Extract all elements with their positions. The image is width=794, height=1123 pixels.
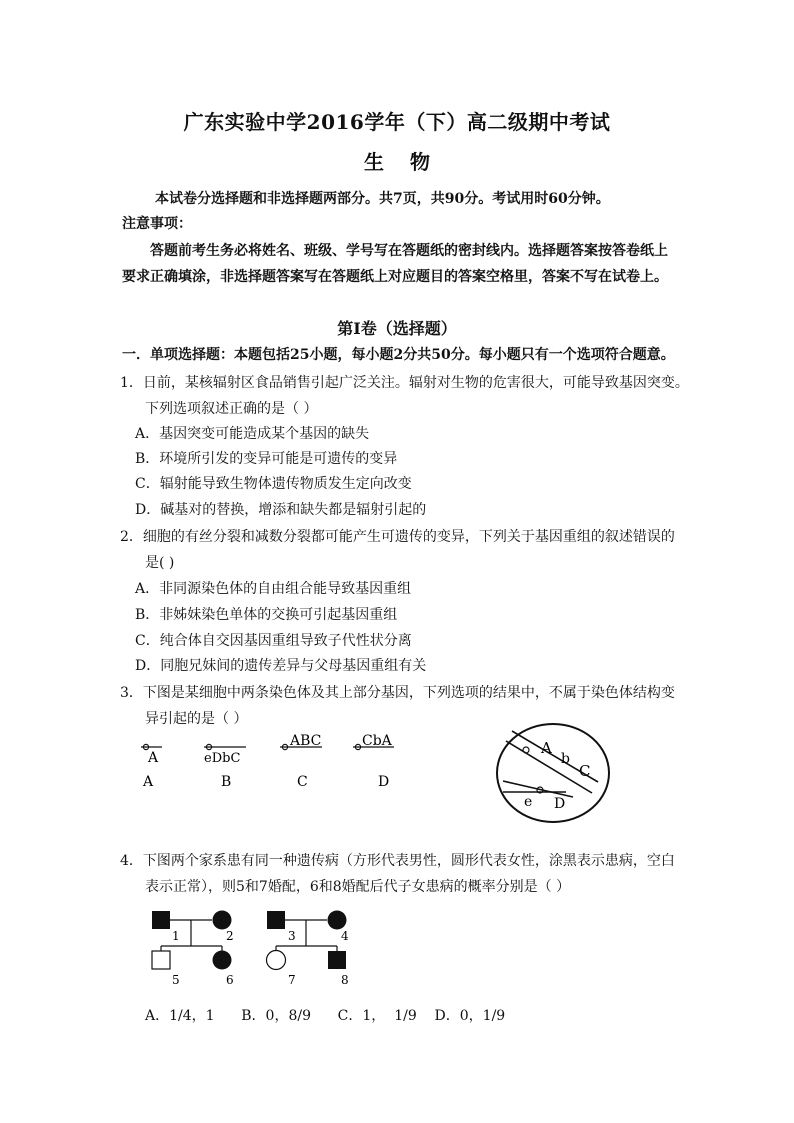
option-d-genes: CbA: [362, 733, 392, 749]
option-d-chromosome: [353, 733, 394, 790]
q2-option-d: D．同胞兄妹间的遗传差异与父母基因重组有关: [135, 658, 427, 674]
q3-chromosome-figure: [0, 720, 794, 830]
section-title: 第I卷（选择题）: [337, 319, 457, 338]
q1-option-d: D．碱基对的替换，增添和缺失都是辐射引起的: [135, 502, 427, 518]
q1-option-c: C．辐射能导致生物体遗传物质发生定向改变: [135, 476, 412, 492]
q2-stem-line-1: 2．细胞的有丝分裂和减数分裂都可能产生可遗传的变异，下列关于基因重组的叙述错误的: [120, 529, 675, 545]
section-instruction: 一．单项选择题：本题包括25小题，每小题2分共50分。每小题只有一个选项符合题意。: [122, 347, 675, 363]
notice-heading: 注意事项：: [122, 216, 192, 232]
exam-title: 广东实验中学2016学年（下）高二级期中考试: [183, 110, 611, 134]
option-a-chromosome: [141, 744, 162, 790]
individual-8-affected-male: [328, 951, 346, 969]
svg-text:2: 2: [226, 929, 234, 943]
q4-pedigree-figure: [0, 900, 794, 992]
option-b-genes: eDbC: [204, 751, 241, 766]
option-c-genes: ABC: [290, 733, 322, 749]
svg-text:7: 7: [288, 973, 296, 987]
exam-summary: 本试卷分选择题和非选择题两部分。共7页，共90分。考试用时60分钟。: [155, 191, 610, 207]
svg-text:3: 3: [288, 929, 296, 943]
q1-option-a: A．基因突变可能造成某个基因的缺失: [135, 426, 370, 442]
cell-gene-a: A: [541, 739, 552, 757]
family-2-pedigree: [267, 911, 350, 988]
notice-line-2: 要求正确填涂，非选择题答案写在答题纸上对应题目的答案空格里，答案不写在试卷上。: [122, 269, 668, 285]
svg-text:6: 6: [226, 973, 234, 987]
individual-1-affected-male: [152, 911, 170, 929]
q3-stem-line-2: 异引起的是（ ）: [145, 711, 248, 727]
cell-gene-d: D: [554, 796, 566, 812]
subject-title: 生物: [364, 150, 456, 174]
q2-stem-line-2: 是( ): [145, 555, 175, 571]
individual-2-affected-female: [213, 911, 232, 930]
q1-stem-line-2: 下列选项叙述正确的是（ ）: [145, 401, 318, 417]
svg-text:5: 5: [172, 973, 180, 987]
family-1-pedigree: [152, 911, 234, 988]
individual-5-normal-male: [152, 951, 170, 969]
q4-answer-options: A．1/4，1 B．0，8/9 C．1， 1/9 D．0，1/9: [145, 1008, 506, 1024]
svg-text:8: 8: [341, 973, 349, 987]
notice-line-1: 答题前考生务必将姓名、班级、学号写在答题纸的密封线内。选择题答案按答卷纸上: [150, 243, 668, 259]
option-c-chromosome: [280, 733, 322, 790]
q2-option-a: A．非同源染色体的自由组合能导致基因重组: [135, 581, 412, 597]
svg-text:4: 4: [341, 929, 349, 943]
svg-text:1: 1: [172, 929, 180, 943]
q3-stem-line-1: 3．下图是某细胞中两条染色体及其上部分基因，下列选项的结果中，不属于染色体结构变: [120, 685, 675, 701]
option-d-label: D: [378, 774, 390, 790]
cell-diagram: [497, 724, 609, 822]
q2-option-b: B．非姊妹染色单体的交换可引起基因重组: [135, 607, 398, 623]
cell-gene-b: b: [561, 751, 570, 767]
q2-option-c: C．纯合体自交因基因重组导致子代性状分离: [135, 633, 412, 649]
option-a-label: A: [143, 774, 154, 790]
individual-4-affected-female: [328, 911, 347, 930]
individual-6-affected-female: [213, 951, 232, 970]
option-b-label: B: [221, 774, 232, 790]
q1-option-b: B．环境所引发的变异可能是可遗传的变异: [135, 451, 398, 467]
q4-stem-line-2: 表示正常），则5和7婚配，6和8婚配后代子女患病的概率分别是（ ）: [145, 879, 571, 895]
cell-gene-c: C: [579, 762, 591, 780]
individual-3-affected-male: [267, 911, 285, 929]
q1-stem-line-1: 1．日前，某核辐射区食品销售引起广泛关注。辐射对生物的危害很大，可能导致基因突变。: [120, 375, 689, 391]
option-c-label: C: [297, 774, 308, 790]
q4-stem-line-1: 4．下图两个家系患有同一种遗传病（方形代表男性，圆形代表女性，涂黑表示患病，空白: [120, 853, 675, 869]
option-b-chromosome: [204, 744, 246, 790]
cell-gene-e: e: [524, 794, 533, 810]
option-a-genes: A: [148, 750, 159, 766]
individual-7-normal-female: [267, 951, 286, 970]
